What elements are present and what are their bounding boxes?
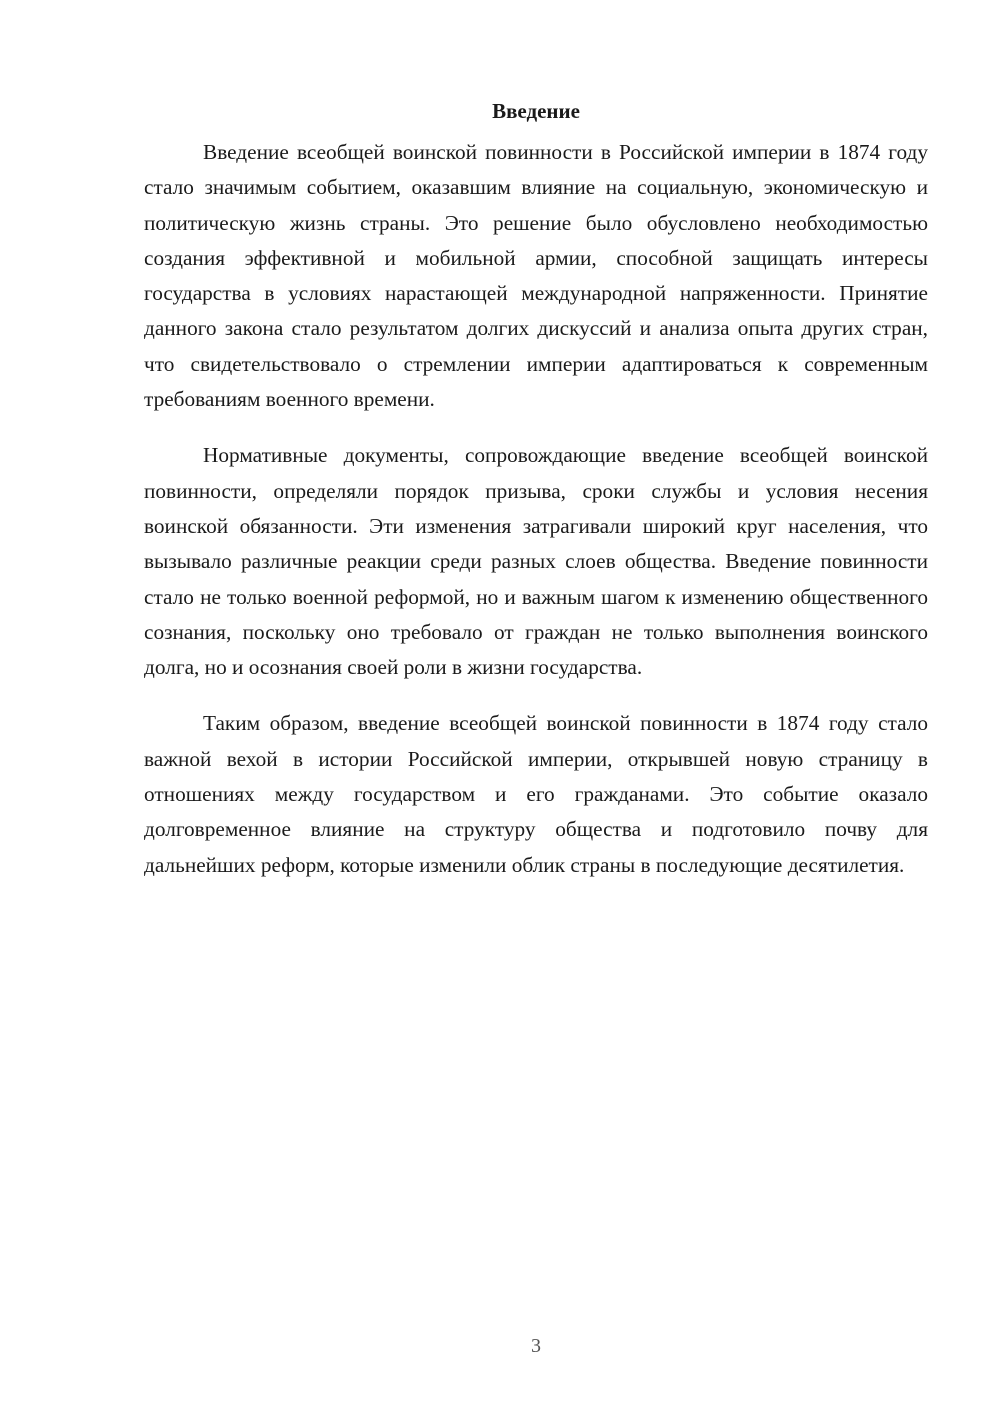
paragraph-3: Таким образом, введение всеобщей воинской повинности в 1874 году стало важной вехой в истории Российской империи, открывшей новую страницу в отношениях между государством и его гражданами. Это событие оказало долговременное влияние на структуру общества и подготовило почву для дальнейших реформ, которые изменили облик страны в последующие десятилетия.	[144, 711, 928, 877]
page-title: Введение	[492, 99, 580, 123]
paragraph-1: Введение всеобщей воинской повинности в Российской империи в 1874 году стало значимым событием, оказавшим влияние на социальную, экономическую и политическую жизнь страны. Это решение было обусловлено необходимостью создания эффективной и мобильной армии, способной защищать интересы государства в условиях нарастающей международной напряженности. Принятие данного закона стало результатом долгих дискуссий и анализа опыта других стран, что свидетельствовало о стремлении империи адаптироваться к современным требованиям военного времени.	[144, 140, 928, 412]
paragraph-2: Нормативные документы, сопровождающие введение всеобщей воинской повинности, определяли порядок призыва, сроки службы и условия несения воинской обязанности. Эти изменения затрагивали широкий круг населения, что вызывало различные реакции среди разных слоев общества. Введение повинности стало не только военной реформой, но и важным шагом к изменению общественного сознания, поскольку оно требовало от граждан не только выполнения воинского долга, но и осознания своей роли в жизни государства.	[144, 443, 928, 680]
page-content	[144, 95, 928, 904]
page-number: 3	[531, 1335, 541, 1357]
